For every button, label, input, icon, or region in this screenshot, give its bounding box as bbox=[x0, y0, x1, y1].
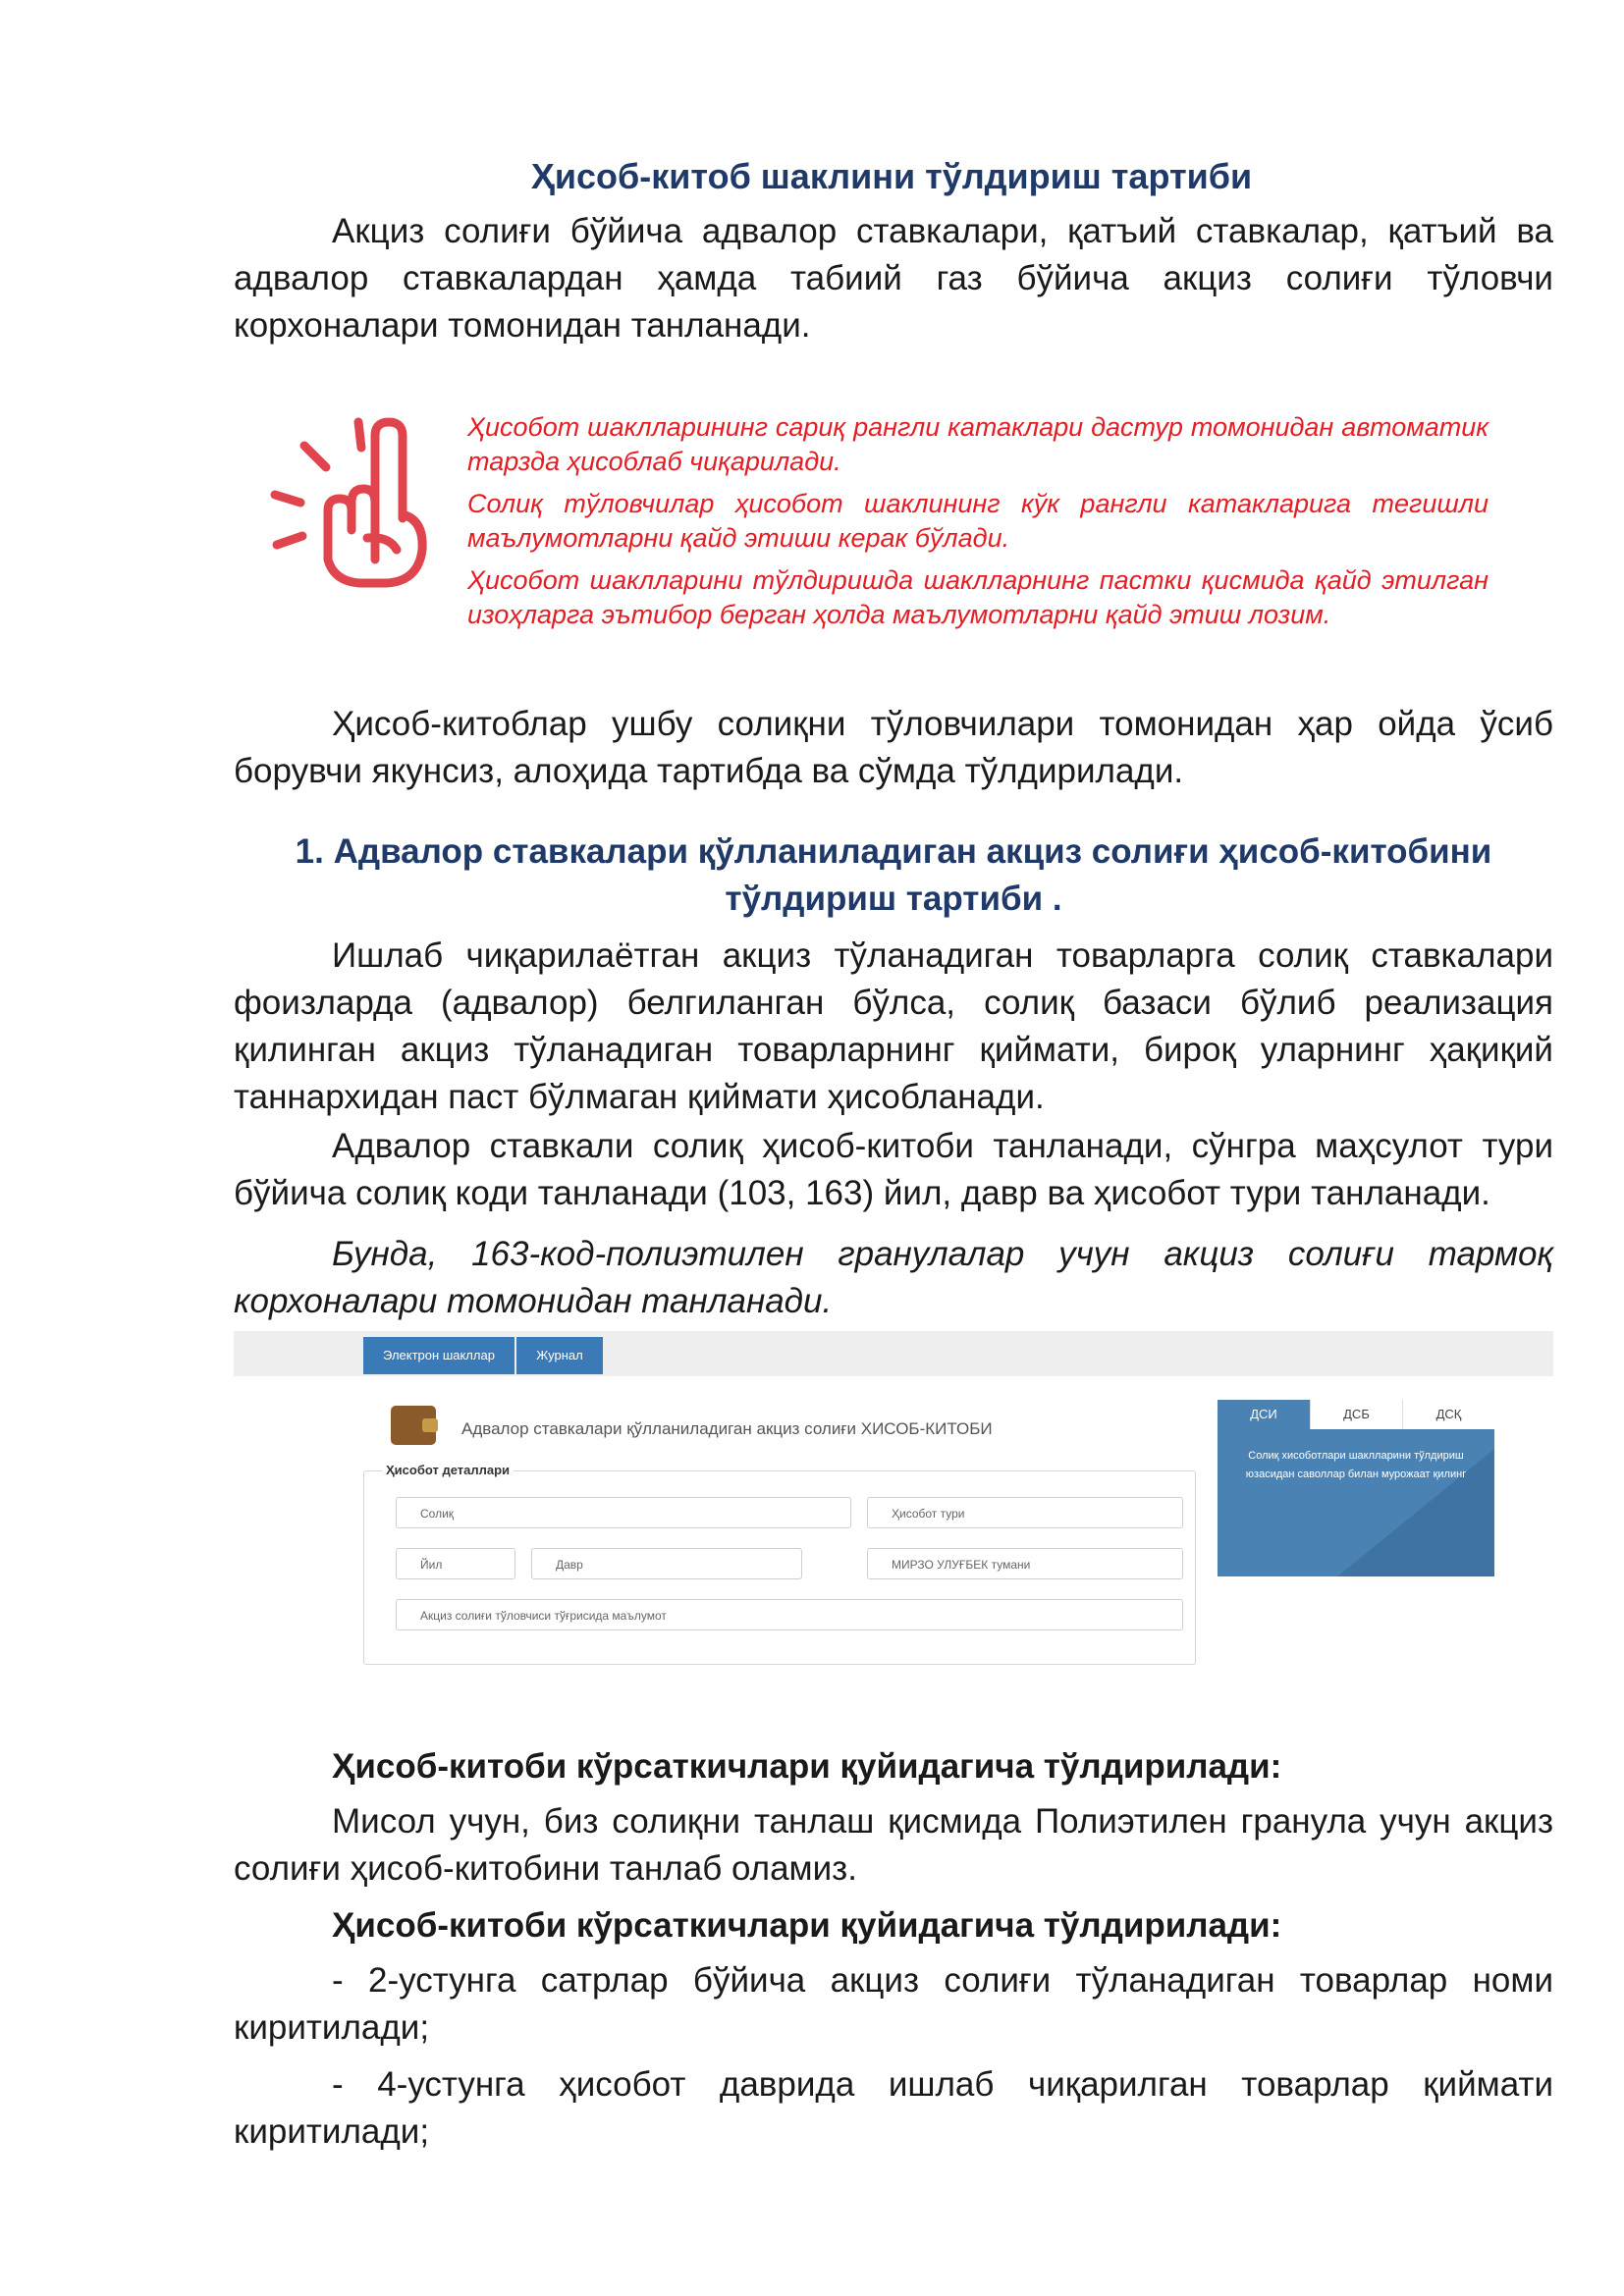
tab-dsb[interactable]: ДСБ bbox=[1310, 1400, 1402, 1429]
pointing-hand-icon bbox=[265, 412, 442, 589]
tab-electronic-forms[interactable]: Электрон шакллар bbox=[363, 1337, 514, 1374]
heading-indicators-1: Ҳисоб-китоби кўрсаткичлари қуйидагича тўлдирилади: bbox=[332, 1747, 1282, 1786]
help-panel bbox=[1218, 1400, 1494, 1576]
help-panel-tabs bbox=[1218, 1400, 1494, 1429]
list-item-column-2: - 2-устунга сатрлар бўйича акциз солиғи тўланадиган товарлар номи киритилади; bbox=[234, 1961, 1553, 2047]
list-item-column-4: - 4-устунга ҳисобот даврида ишлаб чиқарилган товарлар қиймати киритилади; bbox=[234, 2065, 1553, 2151]
period-select[interactable]: Давр bbox=[531, 1548, 802, 1579]
year-select[interactable]: Йил bbox=[396, 1548, 515, 1579]
wallet-icon bbox=[391, 1406, 436, 1445]
paragraph-selection: Адвалор ставкали солиқ ҳисоб-китоби танланади, сўнгра маҳсулот тури бўйича солиқ коди танланади (103, 163) йил, давр ва ҳисобот тури танланади. bbox=[234, 1127, 1553, 1212]
form-heading: Адвалор ставкалари қўлланиладиган акциз солиғи ХИСОБ-КИТОБИ bbox=[461, 1419, 993, 1438]
report-type-select[interactable]: Ҳисобот тури bbox=[867, 1497, 1183, 1528]
paragraph-example: Мисол учун, биз солиқни танлаш қисмида Полиэтилен гранула учун акциз солиғи ҳисоб-китобини танлаб оламиз. bbox=[234, 1802, 1553, 1888]
notice-blue-cells: Солиқ тўловчилар ҳисобот шаклининг кўк рангли катакларига тегишли маълумотларни қайд этиши керак бўлади. bbox=[467, 489, 1489, 553]
tax-select[interactable]: Солиқ bbox=[396, 1497, 851, 1528]
section-1-title-line-2: тўлдириш тартиби . bbox=[725, 880, 1062, 918]
report-details-fieldset bbox=[363, 1463, 1196, 1665]
report-form bbox=[363, 1386, 1196, 1661]
tab-dsi[interactable]: ДСИ bbox=[1218, 1400, 1310, 1429]
paragraph-monthly: Ҳисоб-китоблар ушбу солиқни тўловчилари томонидан ҳар ойда ўсиб борувчи якунсиз, алоҳида тартибда ва сўмда тўлдирилади. bbox=[234, 705, 1553, 790]
paragraph-tax-base: Ишлаб чиқарилаётган акциз тўланадиган товарларга солиқ ставкалари фоизларда (адвалор) белгиланган бўлса, солиқ базаси бўлиб реализация қилинган акциз тўланадиган товарларнинг қиймати, бироқ уларнинг ҳақиқий таннархидан паст бўлмаган қиймати ҳисобланади. bbox=[234, 936, 1553, 1116]
section-1-title-line-1: 1. Адвалор ставкалари қўлланиладиган акциз солиғи ҳисоб-китобини bbox=[295, 832, 1492, 871]
notice-footnotes: Ҳисобот шаклларини тўлдиришда шаклларнинг пастки қисмида қайд этилган изоҳларга эътибор берган ҳолда маълумотларни қайд этиш лозим. bbox=[467, 565, 1489, 629]
page-title: Ҳисоб-китоб шаклини тўлдириш тартиби bbox=[530, 156, 1253, 196]
paragraph-note: Бунда, 163-код-полиэтилен гранулалар учун акциз солиғи тармоқ корхоналари томонидан танланади. bbox=[234, 1235, 1553, 1320]
help-panel-text: Солиқ хисоботлари шаклларини тўлдириш юзасидан саволлар билан мурожаат қилинг bbox=[1245, 1450, 1467, 1480]
tab-dsk[interactable]: ДСҚ bbox=[1402, 1400, 1494, 1429]
district-select[interactable]: МИРЗО УЛУҒБЕК тумани bbox=[867, 1548, 1183, 1579]
payer-info-field[interactable]: Акциз солиғи тўловчиси тўғрисида маълумот bbox=[396, 1599, 1183, 1630]
notice-auto-calc: Ҳисобот шаклларининг сариқ рангли катаклари дастур томонидан автоматик тарзда ҳисоблаб чиқарилади. bbox=[467, 412, 1489, 476]
tab-journal[interactable]: Журнал bbox=[516, 1337, 603, 1374]
paragraph-intro: Акциз солиғи бўйича адвалор ставкалари, қатъий ставкалар, қатъий ва адвалор ставкалардан ҳамда табиий газ бўйича акциз солиғи тўловчи корхоналари томонидан танланади. bbox=[234, 212, 1553, 345]
fieldset-legend: Ҳисобот деталлари bbox=[382, 1463, 514, 1477]
heading-indicators-2: Ҳисоб-китоби кўрсаткичлари қуйидагича тўлдирилади: bbox=[332, 1906, 1282, 1945]
portal-top-bar bbox=[234, 1331, 1553, 1376]
portal-screenshot bbox=[234, 1331, 1553, 1665]
